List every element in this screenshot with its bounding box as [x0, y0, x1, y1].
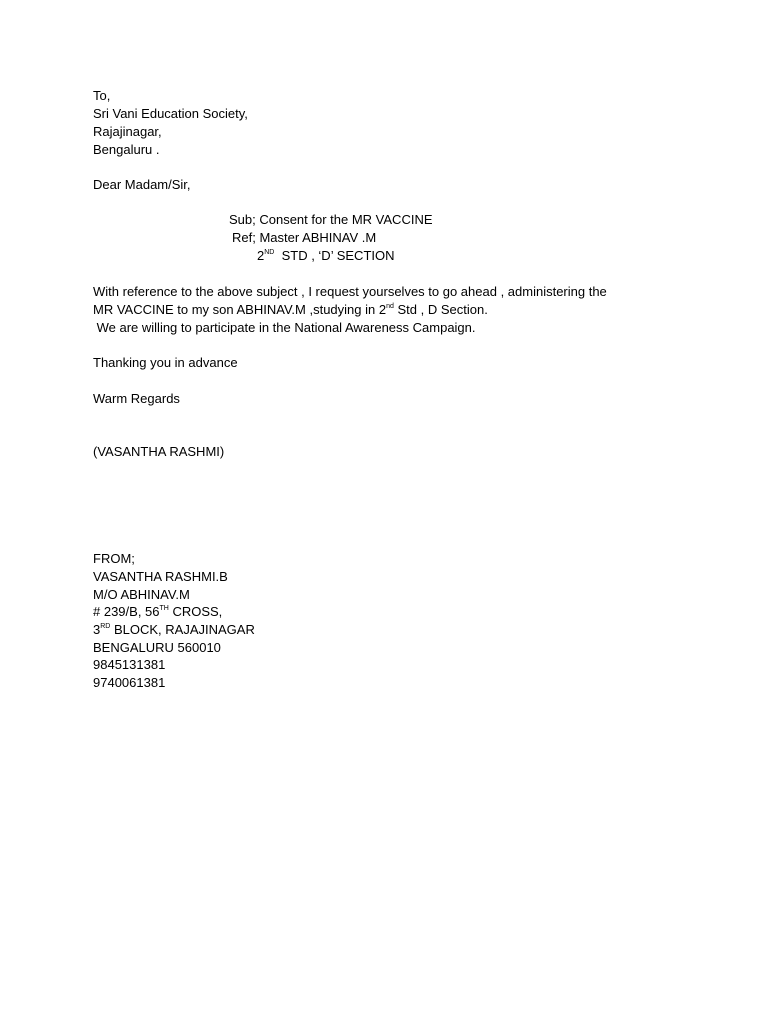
- body-line-3: We are willing to participate in the National Awareness Campaign.: [93, 320, 476, 335]
- from-address-2: [93, 621, 255, 639]
- address-1-start: # 239/B, 56: [93, 604, 160, 619]
- subject-line: Sub; Consent for the MR VACCINE: [229, 212, 433, 227]
- class-line: [257, 247, 395, 265]
- body-line-2-end: Std , D Section.: [393, 302, 488, 317]
- recipient-name: Sri Vani Education Society,: [93, 106, 248, 121]
- address-1-end: CROSS,: [168, 604, 223, 619]
- body-line-2: [93, 301, 488, 319]
- from-city: BENGALURU 560010: [93, 640, 221, 655]
- address-2-superscript: RD: [100, 622, 111, 630]
- reference-line: Ref; Master ABHINAV .M: [232, 230, 377, 245]
- body-line-2-start: MR VACCINE to my son ABHINAV.M ,studying in 2: [93, 302, 387, 317]
- thanks-line: Thanking you in advance: [93, 355, 238, 370]
- salutation: Dear Madam/Sir,: [93, 177, 191, 192]
- address-1-superscript: TH: [159, 604, 169, 612]
- from-relation: M/O ABHINAV.M: [93, 587, 190, 602]
- from-address-1: [93, 603, 222, 621]
- signature-name: (VASANTHA RASHMI): [93, 444, 225, 459]
- closing-line: Warm Regards: [93, 391, 180, 406]
- class-number: 2: [257, 248, 265, 263]
- address-2-end: BLOCK, RAJAJINAGAR: [110, 622, 255, 637]
- from-label: FROM;: [93, 551, 135, 566]
- class-superscript: ND: [264, 248, 275, 256]
- from-name: VASANTHA RASHMI.B: [93, 569, 228, 584]
- recipient-area: Rajajinagar,: [93, 124, 162, 139]
- recipient-to: To,: [93, 88, 111, 103]
- address-2-number: 3: [93, 622, 101, 637]
- recipient-city: Bengaluru .: [93, 142, 160, 157]
- from-phone-2: 9740061381: [93, 675, 166, 690]
- body-line-1: With reference to the above subject , I request yourselves to go ahead , administering the: [93, 284, 607, 299]
- body-line-2-superscript: nd: [386, 302, 394, 310]
- from-phone-1: 9845131381: [93, 657, 166, 672]
- class-section: STD , ‘D’ SECTION: [274, 248, 395, 263]
